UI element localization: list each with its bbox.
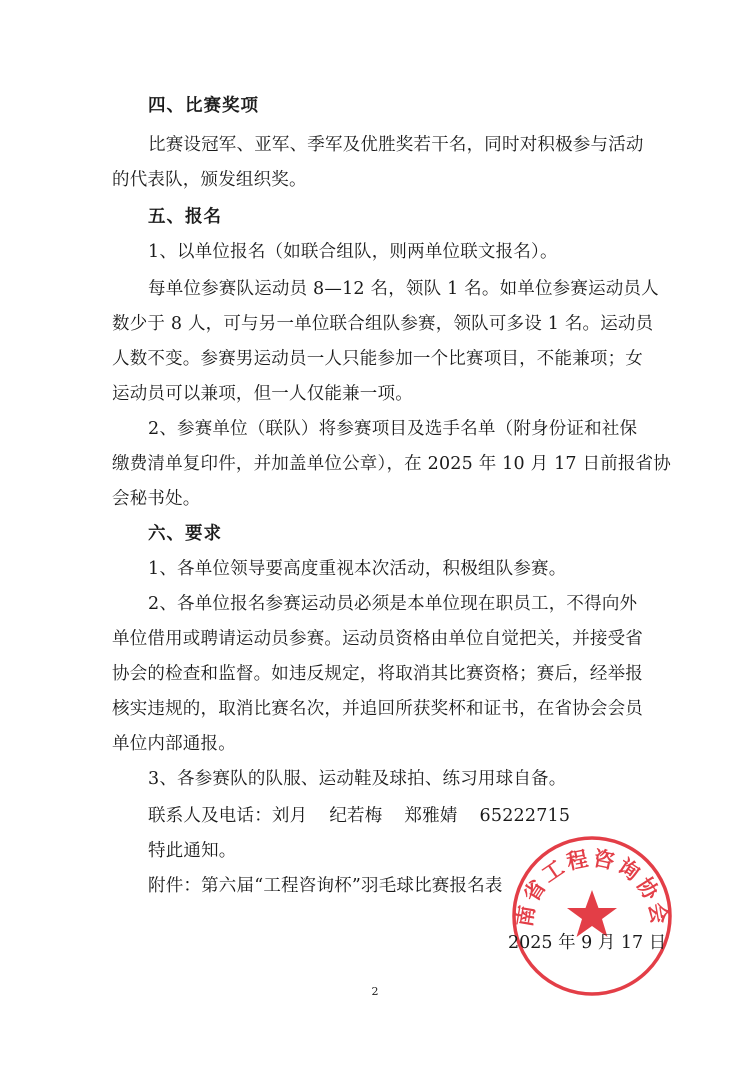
registration-para-line-2: 数少于 8 人，可与另一单位联合组队参赛，领队可多设 1 名。运动员 [112, 314, 654, 334]
seal-text: 南省工程咨询协会 [511, 845, 673, 929]
awards-line-1: 比赛设冠军、亚军、季军及优胜奖若干名，同时对积极参与活动 [148, 135, 644, 155]
requirements-item-2-line-3: 协会的检查和监督。如违反规定，将取消其比赛资格；赛后，经举报 [112, 664, 643, 684]
requirements-item-1: 1、各单位领导要高度重视本次活动，积极组队参赛。 [148, 559, 567, 579]
section-heading-registration: 五、报名 [148, 207, 222, 227]
document-date: 2025 年 9 月 17 日 [508, 933, 667, 953]
notice-line: 特此通知。 [148, 841, 237, 861]
contact-name-3: 郑雅婧 [404, 806, 458, 826]
contact-name-2: 纪若梅 [329, 806, 383, 826]
contact-name-1: 刘月 [271, 806, 308, 826]
page-number: 2 [371, 985, 379, 998]
contacts-label: 联系人及电话： [148, 806, 272, 826]
section-heading-requirements: 六、要求 [148, 524, 222, 544]
registration-para-line-4: 运动员可以兼项，但一人仅能兼一项。 [112, 384, 413, 404]
requirements-item-3: 3、各参赛队的队服、运动鞋及球拍、练习用球自备。 [148, 769, 567, 789]
registration-para-line-3: 人数不变。参赛男运动员一人只能参加一个比赛项目，不能兼项；女 [112, 349, 643, 369]
registration-item-2-line-2: 缴费清单复印件，并加盖单位公章），在 2025 年 10 月 17 日前报省协 [112, 454, 671, 474]
attachment-line: 附件：第六届“工程咨询杯”羽毛球比赛报名表 [148, 876, 503, 896]
contacts-line [148, 804, 570, 828]
awards-line-2: 的代表队，颁发组织奖。 [112, 170, 307, 190]
requirements-item-2-line-2: 单位借用或聘请运动员参赛。运动员资格由单位自觉把关，并接受省 [112, 629, 643, 649]
contact-phone: 65222715 [479, 806, 571, 826]
registration-item-1: 1、以单位报名（如联合组队，则两单位联文报名）。 [148, 242, 558, 262]
requirements-item-2-line-4: 核实违规的，取消比赛名次，并追回所获奖杯和证书，在省协会会员 [112, 699, 643, 719]
requirements-item-2-line-5: 单位内部通报。 [112, 734, 236, 754]
registration-item-2-line-1: 2、参赛单位（联队）将参赛项目及选手名单（附身份证和社保 [148, 419, 638, 439]
registration-item-2-line-3: 会秘书处。 [112, 489, 201, 509]
seal-star-icon [567, 890, 617, 937]
requirements-item-2-line-1: 2、各单位报名参赛运动员必须是本单位现在职员工，不得向外 [148, 594, 638, 614]
registration-para-line-1: 每单位参赛队运动员 8—12 名，领队 1 名。如单位参赛运动员人 [148, 279, 659, 299]
section-heading-awards: 四、比赛奖项 [148, 96, 259, 116]
official-seal [510, 834, 674, 998]
